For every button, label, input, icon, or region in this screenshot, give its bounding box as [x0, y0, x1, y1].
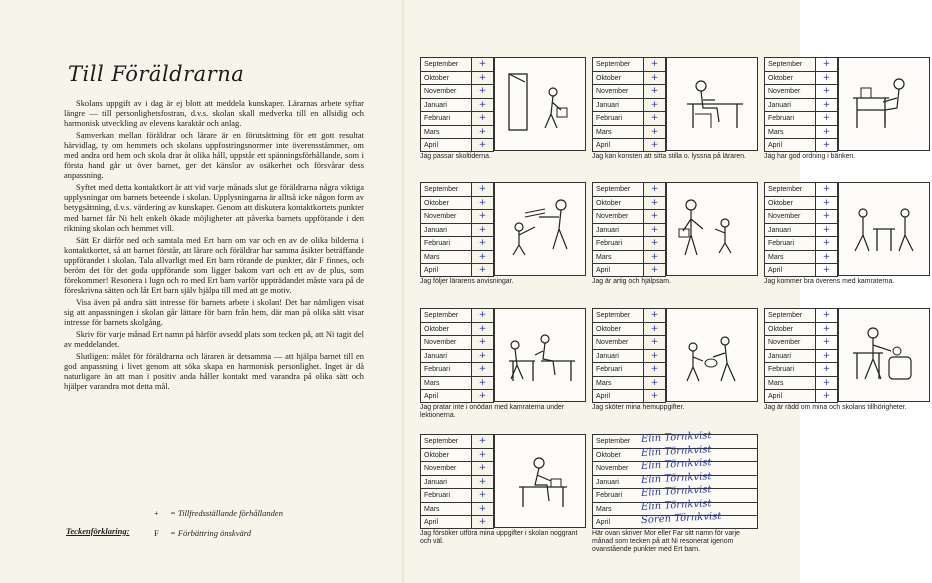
month-label-februari: Februari — [592, 111, 644, 125]
month-label-februari: Februari — [592, 236, 644, 250]
month-column — [592, 308, 644, 403]
mark-februari: + — [644, 236, 666, 250]
parent-signature: Elin Tornkvist — [640, 430, 712, 445]
mark-oktober: + — [816, 322, 838, 336]
month-label-mars: Mars — [764, 250, 816, 264]
paragraph-4: Sätt Er därför ned och samtala med Ert barn om var och en av de olika bilderna i kontaktkortet, så att barnet förstår, att lärare och föräldrar har samma åsikter beträffande uppförandet i skolan. Tala allvarligt med Ert barn rörande de punkter, där F finnes, och beröm det för det goda uppförande som ligger bakom vart och ett av de plus, som förekommer! Resonera i lugn och ro med Ert barn varför uppträdandet måste vara på de föreskrivna sätten och låt Ert barn själv hjälpa till med att ge motiv. — [64, 234, 364, 295]
month-column — [592, 182, 644, 277]
month-label-oktober: Oktober — [420, 322, 472, 336]
signature-month-label: Februari — [596, 492, 623, 499]
month-label-april: April — [592, 389, 644, 403]
month-label-mars: Mars — [420, 125, 472, 139]
mark-november: + — [644, 335, 666, 349]
month-label-september: September — [764, 308, 816, 322]
mark-mars: + — [644, 250, 666, 264]
month-column — [420, 434, 472, 529]
mark-oktober: + — [816, 71, 838, 85]
mark-oktober: + — [644, 196, 666, 210]
behavior-illustration — [666, 182, 758, 276]
month-label-oktober: Oktober — [764, 322, 816, 336]
signature-month-label: September — [596, 438, 631, 445]
month-label-februari: Februari — [764, 111, 816, 125]
month-label-oktober: Oktober — [420, 71, 472, 85]
month-label-april: April — [764, 389, 816, 403]
mark-oktober: + — [472, 196, 494, 210]
signature-table — [592, 430, 758, 529]
mark-april: + — [644, 389, 666, 403]
mark-column — [644, 182, 666, 277]
mark-column — [816, 308, 838, 403]
mark-april: + — [472, 515, 494, 529]
month-label-februari: Februari — [764, 362, 816, 376]
behavior-illustration — [838, 308, 930, 402]
mark-november: + — [472, 461, 494, 475]
behavior-caption: Jag kommer bra överens med kamraterna. — [764, 278, 895, 285]
mark-oktober: + — [644, 322, 666, 336]
month-label-april: April — [420, 263, 472, 277]
month-label-april: April — [420, 515, 472, 529]
signature-month-label: Mars — [596, 505, 612, 513]
mark-april: + — [816, 263, 838, 277]
month-label-januari: Januari — [592, 349, 644, 363]
parent-signature: Elin Törnkvist — [640, 484, 712, 499]
behavior-illustration — [494, 182, 586, 276]
month-label-januari: Januari — [592, 98, 644, 112]
month-label-mars: Mars — [764, 125, 816, 139]
mark-november: + — [644, 84, 666, 98]
mark-februari: + — [644, 111, 666, 125]
behavior-caption: Jag har god ordning i bänken. — [764, 153, 856, 160]
page-fold — [402, 0, 405, 583]
mark-april: + — [644, 138, 666, 152]
behavior-caption: Jag är artig och hjälpsam. — [592, 278, 671, 285]
month-label-september: September — [592, 308, 644, 322]
month-label-september: September — [764, 182, 816, 196]
mark-mars: + — [472, 250, 494, 264]
month-label-november: November — [592, 335, 644, 349]
month-label-februari: Februari — [764, 236, 816, 250]
mark-oktober: + — [644, 71, 666, 85]
month-label-mars: Mars — [420, 250, 472, 264]
behavior-illustration — [838, 182, 930, 276]
mark-november: + — [816, 209, 838, 223]
legend-item-f — [154, 528, 251, 538]
signature-month-label: Oktober — [596, 451, 621, 459]
month-column — [764, 182, 816, 277]
mark-september: + — [472, 57, 494, 71]
signature-month-label: April — [596, 519, 611, 526]
month-label-oktober: Oktober — [592, 71, 644, 85]
mark-mars: + — [644, 125, 666, 139]
paragraph-3: Syftet med detta kontaktkort är att vid varje månads slut ge föräldrarna några viktiga upplysningar om barnets beteende i skolan. Upplysningarna är alltså icke någon form av betygsättning, d.v.s. värdering av kunskaper. Genom att diskutera kontaktkortets punkter med barnet får Ni helt enkelt ökade möjligheter att påverka barnets uppförande i den riktning skolan och hemmet vill. — [64, 182, 364, 233]
month-label-januari: Januari — [420, 98, 472, 112]
month-label-februari: Februari — [420, 362, 472, 376]
paragraph-6: Skriv för varje månad Ert namn på härför avsedd plats som tecken på, att Ni tagit del av meddelandet. — [64, 329, 364, 350]
mark-column — [472, 434, 494, 529]
mark-november: + — [472, 209, 494, 223]
signature-caption: Här ovan skriver Mor eller Far sitt namn för varje månad som tecken på att Ni resonerat igenom ovanstående punkter med Ert barn. — [592, 530, 740, 553]
mark-oktober: + — [472, 71, 494, 85]
month-label-oktober: Oktober — [764, 71, 816, 85]
legend-text-f: = Förbättring önskvärd — [170, 528, 251, 538]
mark-januari: + — [472, 349, 494, 363]
month-label-september: September — [592, 182, 644, 196]
mark-september: + — [472, 182, 494, 196]
mark-april: + — [816, 389, 838, 403]
month-label-september: September — [420, 308, 472, 322]
paragraph-5: Visa även på andra sätt intresse för barnets arbete i skolan! Det har nämligen visat sig att anpassningen i skolan går lättare för barn från hem, där man på olika sätt visar intresse för barnets skolgång. — [64, 296, 364, 327]
month-label-mars: Mars — [420, 376, 472, 390]
behavior-caption: Jag är rädd om mina och skolans tillhörigheter. — [764, 404, 907, 411]
mark-mars: + — [472, 502, 494, 516]
month-label-november: November — [592, 84, 644, 98]
month-label-september: September — [592, 57, 644, 71]
mark-column — [644, 57, 666, 152]
legend-title: Teckenförklaring: — [66, 526, 130, 536]
parent-signature: Elin Törnkvist — [640, 443, 712, 459]
mark-mars: + — [472, 376, 494, 390]
month-label-november: November — [764, 209, 816, 223]
month-label-september: September — [764, 57, 816, 71]
behavior-illustration — [666, 57, 758, 151]
mark-februari: + — [472, 362, 494, 376]
legend-item-plus — [154, 508, 283, 518]
mark-januari: + — [644, 98, 666, 112]
mark-oktober: + — [472, 322, 494, 336]
mark-september: + — [644, 182, 666, 196]
month-column — [592, 57, 644, 152]
behavior-caption: Jag försöker utföra mina uppgifter i skolan noggrant och väl. — [420, 530, 578, 545]
month-label-november: November — [420, 461, 472, 475]
month-label-april: April — [764, 263, 816, 277]
signature-month-label: Januari — [596, 478, 619, 486]
mark-april: + — [472, 263, 494, 277]
mark-februari: + — [472, 488, 494, 502]
month-label-oktober: Oktober — [764, 196, 816, 210]
signature-row-april — [592, 510, 758, 529]
mark-mars: + — [816, 250, 838, 264]
parent-signature: Elin Törnkvist — [640, 497, 712, 513]
behavior-illustration — [494, 57, 586, 151]
mark-januari: + — [816, 349, 838, 363]
mark-september: + — [816, 308, 838, 322]
mark-november: + — [816, 335, 838, 349]
month-label-november: November — [420, 335, 472, 349]
mark-februari: + — [644, 362, 666, 376]
mark-februari: + — [472, 236, 494, 250]
paragraph-1: Skolans uppgift av i dag är ej blott att meddela kunskaper. Lärarnas arbete syftar längre — till personlighetsfostran, d.v.s. skolan skall medverka till en allsidig och harmonisk utveckling av elevens karaktär och anlag. — [64, 98, 364, 129]
mark-februari: + — [816, 236, 838, 250]
month-label-september: September — [420, 182, 472, 196]
month-label-januari: Januari — [420, 349, 472, 363]
mark-oktober: + — [816, 196, 838, 210]
behavior-illustration — [494, 308, 586, 402]
month-label-april: April — [592, 263, 644, 277]
month-label-april: April — [420, 389, 472, 403]
month-label-februari: Februari — [420, 111, 472, 125]
mark-september: + — [472, 434, 494, 448]
mark-september: + — [816, 182, 838, 196]
parent-signature: Sören Törnkvist — [640, 510, 722, 527]
month-label-januari: Januari — [764, 98, 816, 112]
month-label-november: November — [420, 209, 472, 223]
month-label-januari: Januari — [420, 475, 472, 489]
month-column — [764, 308, 816, 403]
paragraph-2: Samverkan mellan föräldrar och lärare är en förutsättning för ett gott resultat härvidlag, ty om hemmets och skolans uppfostringsnormer inte överensstämmer, om med andra ord hem och skola drar åt olika håll, uppstår ett spänningsförhållande, som i första hand går ut över barnet, ger det känslor av osäkerhet och försvårar dess anpassning. — [64, 130, 364, 181]
mark-mars: + — [472, 125, 494, 139]
behavior-caption: Jag sköter mina hemuppgifter. — [592, 404, 685, 411]
mark-september: + — [644, 57, 666, 71]
month-label-mars: Mars — [592, 376, 644, 390]
mark-september: + — [816, 57, 838, 71]
mark-column — [816, 182, 838, 277]
month-label-oktober: Oktober — [592, 196, 644, 210]
mark-november: + — [472, 335, 494, 349]
month-label-mars: Mars — [592, 250, 644, 264]
month-label-oktober: Oktober — [592, 322, 644, 336]
legend-text-plus: = Tillfredsställande förhållanden — [170, 508, 283, 518]
month-label-februari: Februari — [420, 488, 472, 502]
mark-januari: + — [816, 223, 838, 237]
mark-column — [644, 308, 666, 403]
mark-januari: + — [816, 98, 838, 112]
month-label-januari: Januari — [764, 349, 816, 363]
behavior-caption: Jag pratar inte i onödan med kamraterna under lektionerna. — [420, 404, 565, 419]
behavior-illustration — [838, 57, 930, 151]
month-label-mars: Mars — [592, 125, 644, 139]
month-label-november: November — [420, 84, 472, 98]
parent-signature: Elin Törnkvist — [640, 470, 712, 486]
behavior-caption: Jag följer lärarens anvisningar. — [420, 278, 514, 285]
mark-september: + — [472, 308, 494, 322]
mark-april: + — [816, 138, 838, 152]
mark-januari: + — [472, 223, 494, 237]
behavior-illustration — [494, 434, 586, 528]
mark-januari: + — [472, 475, 494, 489]
month-label-mars: Mars — [764, 376, 816, 390]
mark-oktober: + — [472, 448, 494, 462]
month-label-november: November — [764, 84, 816, 98]
behavior-caption: Jag passar skoltiderna. — [420, 153, 491, 160]
signature-month-label: November — [596, 465, 629, 472]
month-label-januari: Januari — [764, 223, 816, 237]
month-label-april: April — [764, 138, 816, 152]
month-label-februari: Februari — [420, 236, 472, 250]
mark-september: + — [644, 308, 666, 322]
mark-mars: + — [816, 125, 838, 139]
month-label-september: September — [420, 57, 472, 71]
page-title: Till Föräldrarna — [68, 62, 245, 86]
mark-november: + — [816, 84, 838, 98]
mark-februari: + — [816, 362, 838, 376]
mark-column — [472, 308, 494, 403]
mark-april: + — [472, 389, 494, 403]
paragraph-7: Slutligen: målet för föräldrarna och läraren är detsamma — att hjälpa barnet till en god anpassning i livet genom att söka skapa en harmonisk personlighet. Inget är då naturligare än att man i positiv anda håller kontakt med varandra på olika sätt och hjälper varandra mot detta mål. — [64, 351, 364, 392]
mark-column — [472, 57, 494, 152]
month-label-januari: Januari — [592, 223, 644, 237]
behavior-illustration — [666, 308, 758, 402]
month-label-november: November — [764, 335, 816, 349]
month-label-januari: Januari — [420, 223, 472, 237]
behavior-caption: Jag kan konsten att sitta stilla o. lyssna på läraren. — [592, 153, 746, 160]
month-label-oktober: Oktober — [420, 448, 472, 462]
plus-symbol: + — [154, 508, 159, 518]
mark-februari: + — [816, 111, 838, 125]
mark-november: + — [472, 84, 494, 98]
mark-februari: + — [472, 111, 494, 125]
month-label-oktober: Oktober — [420, 196, 472, 210]
mark-april: + — [472, 138, 494, 152]
mark-mars: + — [816, 376, 838, 390]
intro-text — [64, 98, 364, 393]
month-label-september: September — [420, 434, 472, 448]
mark-januari: + — [644, 349, 666, 363]
mark-april: + — [644, 263, 666, 277]
month-label-november: November — [592, 209, 644, 223]
mark-mars: + — [644, 376, 666, 390]
mark-november: + — [644, 209, 666, 223]
month-column — [420, 57, 472, 152]
mark-column — [472, 182, 494, 277]
month-column — [420, 308, 472, 403]
mark-column — [816, 57, 838, 152]
mark-januari: + — [472, 98, 494, 112]
mark-januari: + — [644, 223, 666, 237]
month-label-april: April — [592, 138, 644, 152]
month-label-februari: Februari — [592, 362, 644, 376]
month-label-mars: Mars — [420, 502, 472, 516]
month-label-april: April — [420, 138, 472, 152]
parent-signature: Elin Törnkvist — [640, 457, 712, 472]
month-column — [420, 182, 472, 277]
f-symbol: F — [154, 528, 159, 538]
month-column — [764, 57, 816, 152]
